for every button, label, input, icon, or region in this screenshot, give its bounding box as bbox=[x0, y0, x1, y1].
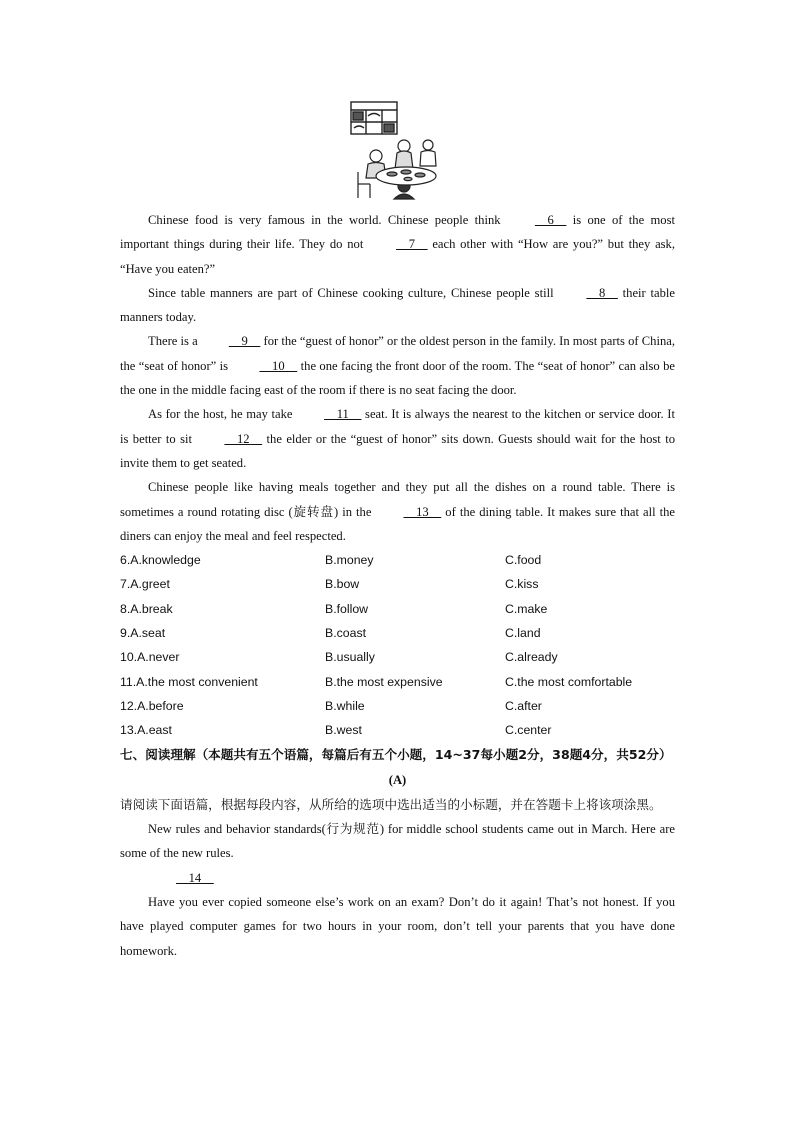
option-c: C.the most comfortable bbox=[505, 674, 633, 689]
option-b: B.west bbox=[325, 723, 362, 738]
exam-content bbox=[120, 208, 675, 963]
blank-8: 8 bbox=[586, 285, 618, 300]
blank-12: 12 bbox=[224, 431, 263, 446]
paragraph-2 bbox=[120, 281, 675, 330]
option-c: C.food bbox=[505, 553, 542, 568]
option-a: 10.A.never bbox=[120, 650, 180, 665]
options-list bbox=[120, 548, 675, 742]
text-run: each other with “How are you?” but they ask, “Have you eaten?” bbox=[120, 237, 676, 276]
option-c: C.already bbox=[505, 650, 558, 665]
option-b: B.bow bbox=[325, 577, 360, 592]
option-b: B.follow bbox=[325, 601, 369, 616]
wall-frame-icon bbox=[351, 102, 397, 134]
option-row bbox=[120, 670, 675, 694]
text-run: their table manners today. bbox=[120, 285, 675, 325]
option-row bbox=[120, 597, 675, 621]
blank-6: 6 bbox=[534, 213, 567, 227]
blank-13: 13 bbox=[403, 504, 442, 519]
paragraph-1 bbox=[120, 208, 675, 281]
option-row bbox=[120, 621, 675, 645]
option-a: 12.A.before bbox=[120, 698, 184, 713]
text-run: As for the host, he may take bbox=[148, 407, 297, 422]
blank-14: 14 bbox=[176, 870, 214, 885]
paragraph-4 bbox=[120, 402, 675, 475]
text-run: is one of the most important things during their life. They do not bbox=[120, 213, 675, 252]
option-a: 6.A.knowledge bbox=[120, 553, 201, 568]
reading-paragraph-2: Have you ever copied someone else’s work on an exam? Don’t do it again! That’s not honest. If you have played computer games for two hours in your room, don’t tell your parents that you have done homework. bbox=[120, 895, 675, 958]
option-row bbox=[120, 645, 675, 669]
text-run: seat. It is always the nearest to the kitchen or service door. It is better to sit bbox=[120, 407, 675, 446]
text-run: Chinese food is very famous in the world. Chinese people think bbox=[148, 213, 507, 227]
option-row bbox=[120, 548, 675, 572]
reading-paragraph-1: New rules and behavior standards(行为规范) for middle school students came out in March. Here are some of the new rules. bbox=[120, 822, 675, 861]
option-b: B.money bbox=[325, 553, 374, 568]
option-b: B.coast bbox=[325, 626, 367, 641]
family-dinner-illustration bbox=[348, 100, 440, 200]
question-14-blank bbox=[120, 866, 675, 890]
text-run: of the dining table. It makes sure that all the diners can enjoy the meal and feel respected. bbox=[120, 504, 676, 543]
instruction-text: 请阅读下面语篇，根据每段内容，从所给的选项中选出适当的小标题，并在答题卡上将该项涂黑。 bbox=[120, 796, 662, 812]
text-run: for the “guest of honor” or the oldest person in the family. In most parts of China, the “seat of honor” is bbox=[120, 334, 675, 373]
option-c: C.after bbox=[505, 698, 542, 713]
option-row bbox=[120, 572, 675, 596]
paragraph-3 bbox=[120, 329, 675, 402]
text-run: Chinese people like having meals together and they put all the dishes on a round table. There is sometimes a round rotating disc (旋转盘) in the bbox=[120, 480, 675, 519]
passage-label: (A) bbox=[388, 772, 407, 787]
section-heading: 七、阅读理解（本题共有五个语篇，每篇后有五个小题，14~37每小题2分，38题4分，共52分） bbox=[120, 746, 672, 762]
option-c: C.land bbox=[505, 626, 541, 641]
text-run: There is a bbox=[148, 334, 201, 349]
option-row bbox=[120, 718, 675, 742]
round-table-icon bbox=[376, 167, 436, 185]
blank-9: 9 bbox=[228, 334, 261, 349]
option-a: 13.A.east bbox=[120, 723, 172, 738]
option-b: B.the most expensive bbox=[325, 674, 443, 689]
option-b: B.usually bbox=[325, 650, 375, 665]
option-c: C.center bbox=[505, 723, 552, 738]
text-run: the elder or the “guest of honor” sits down. Guests should wait for the host to invite them to get seated. bbox=[120, 431, 675, 470]
paragraph-5 bbox=[120, 475, 675, 548]
option-a: 7.A.greet bbox=[120, 577, 170, 592]
text-run: the one facing the front door of the room. The “seat of honor” can also be the one in the middle facing east of the room if there is no seat facing the door. bbox=[120, 358, 675, 398]
text-run: Since table manners are part of Chinese cooking culture, Chinese people still bbox=[148, 285, 559, 300]
option-row bbox=[120, 694, 675, 718]
blank-7: 7 bbox=[396, 237, 428, 252]
blank-11: 11 bbox=[324, 407, 362, 422]
option-c: C.make bbox=[505, 601, 548, 616]
option-b: B.while bbox=[325, 698, 365, 713]
option-c: C.kiss bbox=[505, 577, 539, 592]
option-a: 9.A.seat bbox=[120, 626, 166, 641]
option-a: 8.A.break bbox=[120, 601, 173, 616]
option-a: 11.A.the most convenient bbox=[120, 674, 258, 689]
blank-10: 10 bbox=[259, 358, 298, 373]
